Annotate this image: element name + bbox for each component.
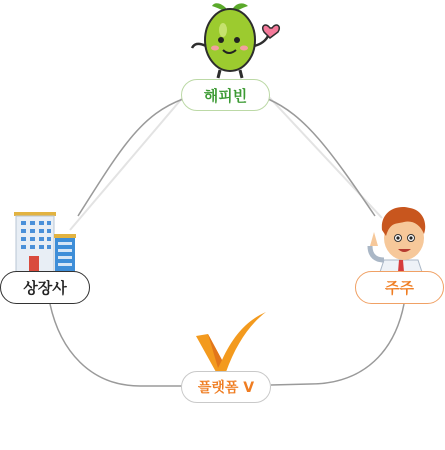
bean-mascot-icon [190,0,284,80]
inner-line-right [268,96,382,218]
node-label-trading-company: 상장사 [0,271,90,304]
connector-happy-to-share [268,99,375,216]
office-building-icon [12,212,78,272]
node-label-happy-bean: 해피빈 [181,79,270,111]
inner-line-left [70,96,184,230]
node-label-shareholders: 주주 [355,271,444,304]
connector-trade-to-plat [50,304,182,386]
checkmark-v-icon [194,310,268,378]
node-label-platform: 플랫폼 V [181,371,271,403]
connector-share-to-plat [271,304,404,385]
businessman-icon [366,202,436,272]
